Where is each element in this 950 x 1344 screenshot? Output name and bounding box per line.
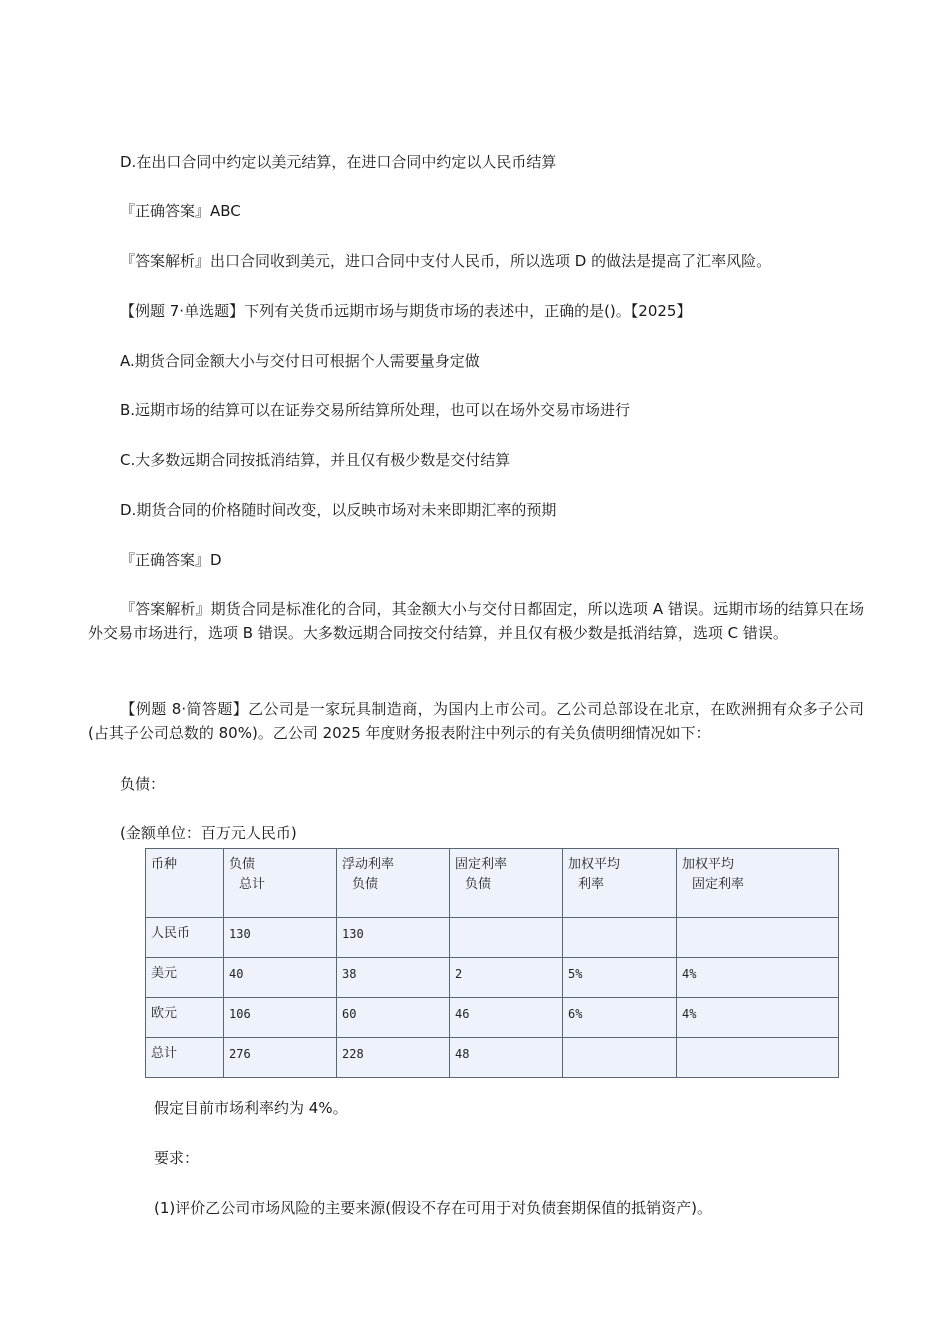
q7-option-d: D.期货合同的价格随时间改变，以反映市场对未来即期汇率的预期 bbox=[120, 501, 557, 519]
header-cell: 固定利率 负债 bbox=[450, 849, 563, 918]
q7-title: 【例题 7·单选题】下列有关货币远期市场与期货市场的表述中，正确的是()。【2025】 bbox=[120, 302, 692, 320]
table-cell: 106 bbox=[224, 998, 337, 1038]
table-row bbox=[146, 1038, 839, 1078]
table-cell: 6% bbox=[563, 998, 677, 1038]
table-cell: 4% bbox=[677, 958, 839, 998]
table-row bbox=[146, 918, 839, 958]
table-cell: 48 bbox=[450, 1038, 563, 1078]
table-cell: 40 bbox=[224, 958, 337, 998]
requirement-label: 要求： bbox=[154, 1149, 200, 1167]
table-cell: 38 bbox=[337, 958, 450, 998]
q7-explanation-text: 『答案解析』期货合同是标准化的合同，其金额大小与交付日都固定，所以选项 A 错误。远期市场的结算只在场外交易市场进行，选项 B 错误。大多数远期合同按交付结算，并且仅有极少数是抵消结算，选项 C 错误。 bbox=[88, 600, 864, 642]
q7-option-b: B.远期市场的结算可以在证券交易所结算所处理，也可以在场外交易市场进行 bbox=[120, 401, 631, 419]
table-cell: 228 bbox=[337, 1038, 450, 1078]
q6-explanation: 『答案解析』出口合同收到美元，进口合同中支付人民币，所以选项 D 的做法是提高了汇率风险。 bbox=[120, 252, 772, 270]
q7-option-c: C.大多数远期合同按抵消结算，并且仅有极少数是交付结算 bbox=[120, 451, 511, 469]
table-cell bbox=[677, 918, 839, 958]
table-cell: 5% bbox=[563, 958, 677, 998]
table-cell bbox=[677, 1038, 839, 1078]
q8-intro bbox=[88, 697, 864, 745]
market-rate-assumption: 假定目前市场利率约为 4%。 bbox=[154, 1099, 348, 1117]
table-cell bbox=[563, 918, 677, 958]
table-cell: 46 bbox=[450, 998, 563, 1038]
q7-answer: 『正确答案』D bbox=[120, 551, 222, 569]
table-cell bbox=[450, 918, 563, 958]
header-cell: 浮动利率 负债 bbox=[337, 849, 450, 918]
table-cell: 欧元 bbox=[146, 998, 224, 1038]
liability-label: 负债： bbox=[120, 775, 166, 793]
table-cell: 美元 bbox=[146, 958, 224, 998]
q6-option-d: D.在出口合同中约定以美元结算，在进口合同中约定以人民币结算 bbox=[120, 153, 557, 171]
header-cell: 加权平均 固定利率 bbox=[677, 849, 839, 918]
table-cell bbox=[563, 1038, 677, 1078]
q8-intro-text: 【例题 8·简答题】乙公司是一家玩具制造商，为国内上市公司。乙公司总部设在北京，在欧洲拥有众多子公司(占其子公司总数的 80%)。乙公司 2025 年度财务报表附注中列示的有关负债明细情况如下： bbox=[88, 700, 864, 742]
table-row bbox=[146, 958, 839, 998]
table-cell: 276 bbox=[224, 1038, 337, 1078]
requirement-1: (1)评价乙公司市场风险的主要来源(假设不存在可用于对负债套期保值的抵销资产)。 bbox=[154, 1199, 712, 1217]
header-cell: 加权平均 利率 bbox=[563, 849, 677, 918]
q6-answer: 『正确答案』ABC bbox=[120, 202, 241, 220]
table-row bbox=[146, 998, 839, 1038]
table-cell: 2 bbox=[450, 958, 563, 998]
unit-label: (金额单位：百万元人民币) bbox=[120, 824, 297, 842]
table-cell: 130 bbox=[337, 918, 450, 958]
q7-option-a: A.期货合同金额大小与交付日可根据个人需要量身定做 bbox=[120, 352, 480, 370]
table-cell: 60 bbox=[337, 998, 450, 1038]
table-cell: 130 bbox=[224, 918, 337, 958]
table-cell: 总计 bbox=[146, 1038, 224, 1078]
table-header-row bbox=[146, 849, 839, 918]
header-cell: 币种 bbox=[146, 849, 224, 918]
q7-explanation bbox=[88, 597, 864, 645]
liability-table bbox=[145, 848, 839, 1078]
table-cell: 4% bbox=[677, 998, 839, 1038]
header-cell: 负债 总计 bbox=[224, 849, 337, 918]
table-cell: 人民币 bbox=[146, 918, 224, 958]
